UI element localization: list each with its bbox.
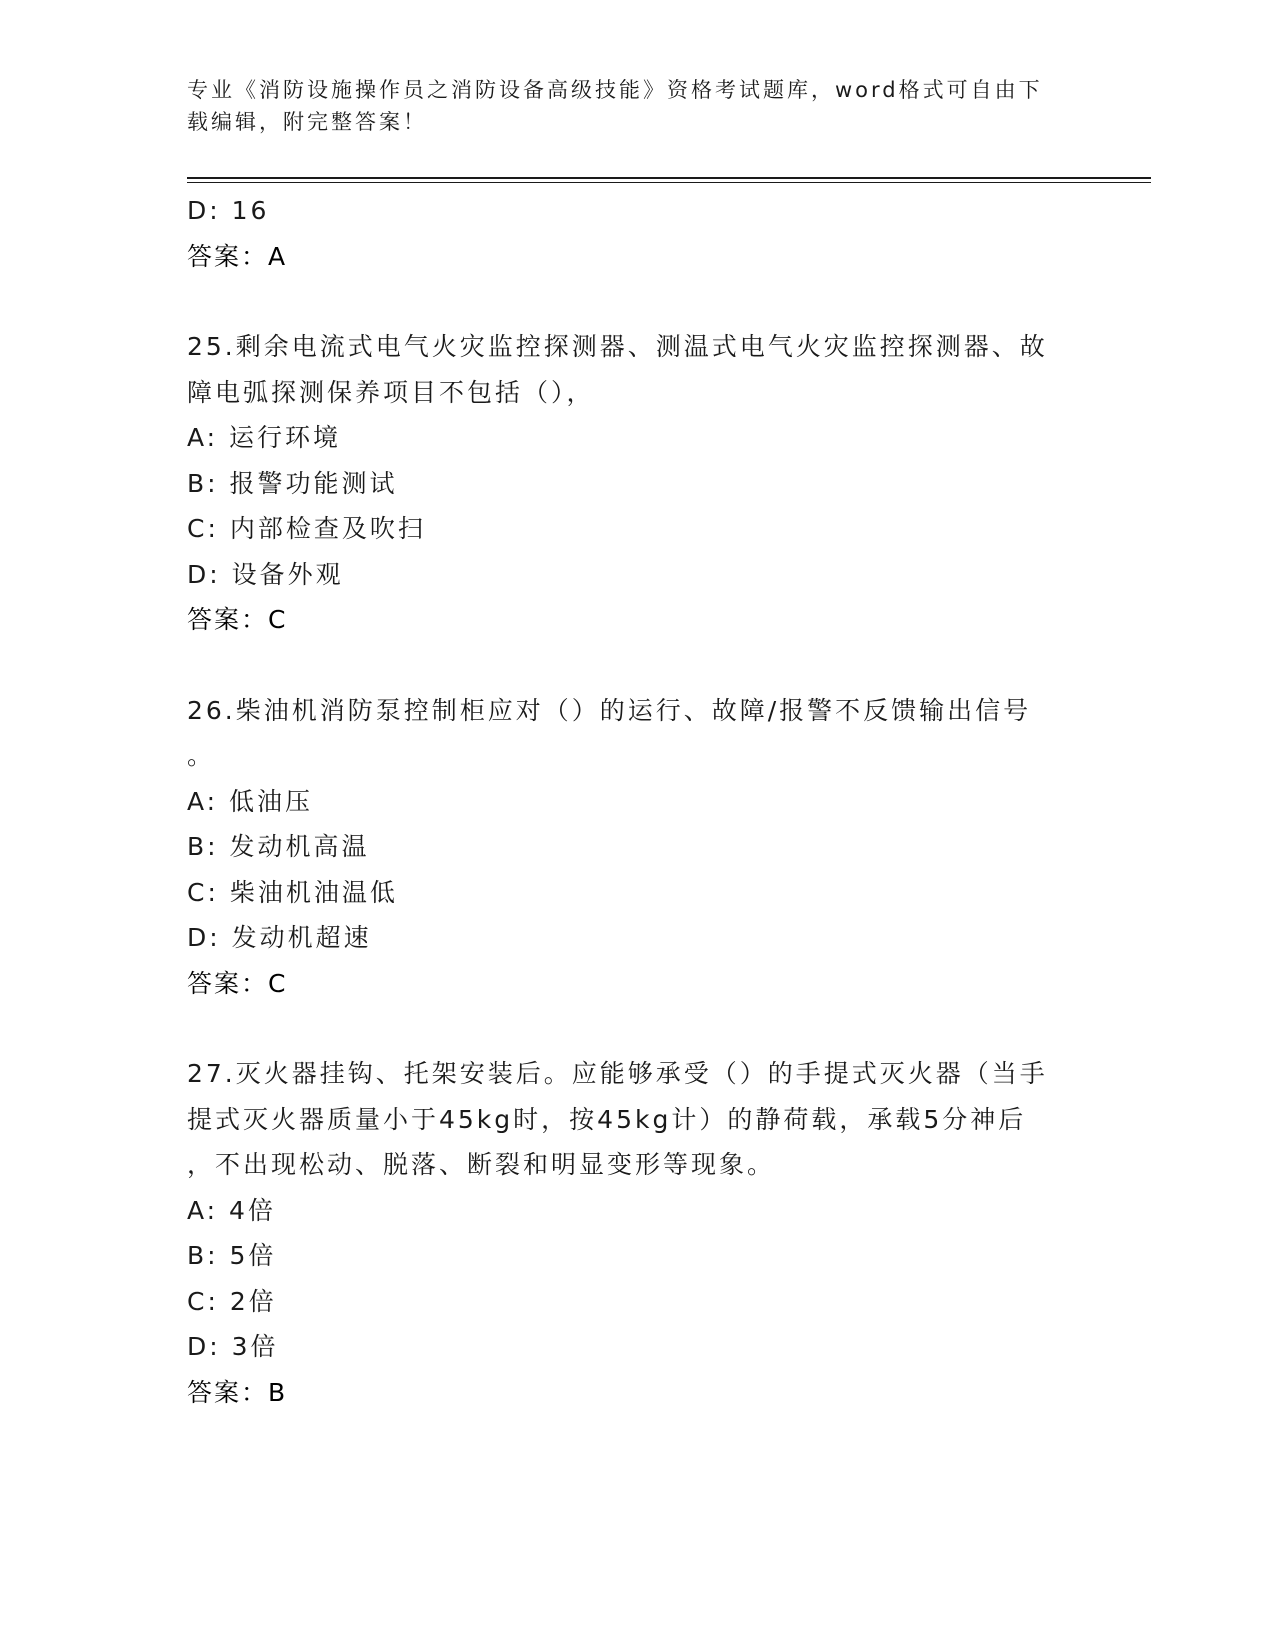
option-a: A: 低油压: [187, 786, 314, 816]
header-line-1: 专业《消防设施操作员之消防设备高级技能》资格考试题库，word格式可自由下: [187, 78, 1043, 102]
option-a: A: 4倍: [187, 1195, 276, 1225]
question-stem-line-2: 提式灭火器质量小于45kg时，按45kg计）的静荷载，承载5分神后: [187, 1104, 1027, 1134]
option-c: C: 柴油机油温低: [187, 877, 398, 907]
question-stem-line-3: ，不出现松动、脱落、断裂和明显变形等现象。: [187, 1150, 776, 1179]
spacer: [187, 279, 1067, 324]
document-header: [187, 74, 1087, 138]
spacer: [187, 1006, 1067, 1051]
question-27: [187, 1051, 1067, 1415]
answer-line: 答案：C: [187, 605, 288, 634]
option-b: B: 报警功能测试: [187, 468, 398, 498]
question-content: [187, 188, 1067, 1415]
answer-line: 答案：A: [187, 241, 288, 271]
option-d: D: 3倍: [187, 1332, 279, 1361]
option-b: B: 5倍: [187, 1241, 277, 1270]
question-stem-line-1: 27.灭火器挂钩、托架安装后。应能够承受（）的手提式灭火器（当手: [187, 1059, 1048, 1088]
question-26: [187, 688, 1067, 1007]
header-divider-thin: [187, 182, 1151, 183]
option-d: D: 设备外观: [187, 559, 344, 589]
option-d: D: 16: [187, 196, 270, 225]
question-25: [187, 324, 1067, 643]
answer-line: 答案：C: [187, 968, 288, 998]
previous-question-tail: [187, 188, 1067, 279]
option-c: C: 2倍: [187, 1286, 277, 1316]
option-a: A: 运行环境: [187, 423, 342, 452]
question-stem-line-1: 25.剩余电流式电气火灾监控探测器、测温式电气火灾监控探测器、故: [187, 332, 1048, 361]
header-line-2: 载编辑，附完整答案！: [187, 110, 427, 134]
answer-line: 答案：B: [187, 1377, 288, 1407]
option-d: D: 发动机超速: [187, 923, 372, 952]
spacer: [187, 643, 1067, 688]
question-stem-line-1: 26.柴油机消防泵控制柜应对（）的运行、故障/报警不反馈输出信号: [187, 695, 1032, 725]
header-divider-thick: [187, 177, 1151, 179]
option-c: C: 内部检查及吹扫: [187, 514, 426, 543]
question-stem-line-2: 障电弧探测保养项目不包括（），: [187, 377, 595, 407]
option-b: B: 发动机高温: [187, 832, 370, 861]
question-stem-line-2: 。: [187, 741, 216, 770]
